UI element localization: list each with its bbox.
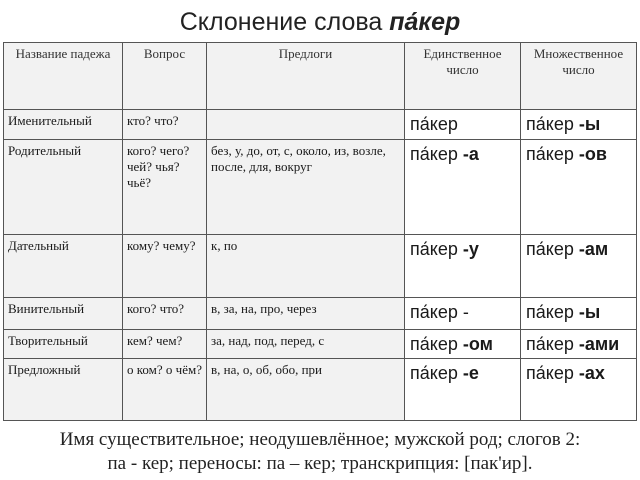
table-row xyxy=(4,235,637,298)
case-name: Родительный xyxy=(4,140,123,235)
header-question: Вопрос xyxy=(123,43,207,110)
plural-ending: -ов xyxy=(573,144,607,164)
page-title xyxy=(0,6,640,38)
case-prepositions: к, по xyxy=(207,235,405,298)
plural-stem: па́кер xyxy=(526,239,574,259)
plural-stem: па́кер xyxy=(526,363,574,383)
case-question: кому? чему? xyxy=(123,235,207,298)
singular-stem: па́кер xyxy=(410,114,458,134)
header-singular: Единственное число xyxy=(405,43,521,110)
singular-ending: -а xyxy=(457,144,479,164)
plural-stem: па́кер xyxy=(526,114,574,134)
case-prepositions: за, над, под, перед, с xyxy=(207,330,405,359)
case-name: Предложный xyxy=(4,359,123,421)
table-row xyxy=(4,330,637,359)
singular-form xyxy=(405,359,521,421)
plural-ending: -ы xyxy=(573,114,601,134)
plural-form xyxy=(521,110,637,140)
header-row xyxy=(4,43,637,110)
title-word: па́кер xyxy=(389,8,461,36)
plural-form xyxy=(521,140,637,235)
header-case: Название падежа xyxy=(4,43,123,110)
case-prepositions: в, за, на, про, через xyxy=(207,298,405,330)
singular-stem: па́кер xyxy=(410,239,458,259)
case-question: о ком? о чём? xyxy=(123,359,207,421)
plural-form xyxy=(521,235,637,298)
case-prepositions xyxy=(207,110,405,140)
singular-form xyxy=(405,235,521,298)
singular-form xyxy=(405,110,521,140)
case-question: кого? чего? чей? чья? чьё? xyxy=(123,140,207,235)
plural-form xyxy=(521,298,637,330)
singular-ending: -у xyxy=(457,239,479,259)
plural-ending: -ами xyxy=(573,334,620,354)
case-name: Дательный xyxy=(4,235,123,298)
case-prepositions: в, на, о, об, обо, при xyxy=(207,359,405,421)
declension-table xyxy=(3,42,637,421)
plural-stem: па́кер xyxy=(526,144,574,164)
singular-stem: па́кер - xyxy=(410,302,469,322)
plural-ending: -ам xyxy=(573,239,609,259)
plural-form xyxy=(521,359,637,421)
word-info-line-1: Имя существительное; неодушевлённое; мужской род; слогов 2: xyxy=(59,429,581,450)
table-row xyxy=(4,110,637,140)
case-question: кого? что? xyxy=(123,298,207,330)
singular-ending: -е xyxy=(457,363,479,383)
case-name: Именительный xyxy=(4,110,123,140)
table-row xyxy=(4,298,637,330)
case-name: Винительный xyxy=(4,298,123,330)
singular-form xyxy=(405,330,521,359)
word-info-line-2: па - кер; переносы: па – кер; транскрипция: [пак'ир]. xyxy=(107,453,533,474)
case-question: кем? чем? xyxy=(123,330,207,359)
header-prepositions: Предлоги xyxy=(207,43,405,110)
plural-form xyxy=(521,330,637,359)
singular-form xyxy=(405,298,521,330)
title-prefix: Склонение слова xyxy=(179,8,390,36)
case-question: кто? что? xyxy=(123,110,207,140)
plural-ending: -ах xyxy=(573,363,605,383)
plural-ending: -ы xyxy=(573,302,601,322)
singular-stem: па́кер xyxy=(410,144,458,164)
table-row xyxy=(4,359,637,421)
table-row xyxy=(4,140,637,235)
case-name: Творительный xyxy=(4,330,123,359)
singular-form xyxy=(405,140,521,235)
singular-stem: па́кер xyxy=(410,334,458,354)
plural-stem: па́кер xyxy=(526,302,574,322)
plural-stem: па́кер xyxy=(526,334,574,354)
case-prepositions: без, у, до, от, с, около, из, возле, после, для, вокруг xyxy=(207,140,405,235)
singular-ending: -ом xyxy=(457,334,493,354)
word-info xyxy=(0,428,640,476)
header-plural: Множественное число xyxy=(521,43,637,110)
singular-stem: па́кер xyxy=(410,363,458,383)
